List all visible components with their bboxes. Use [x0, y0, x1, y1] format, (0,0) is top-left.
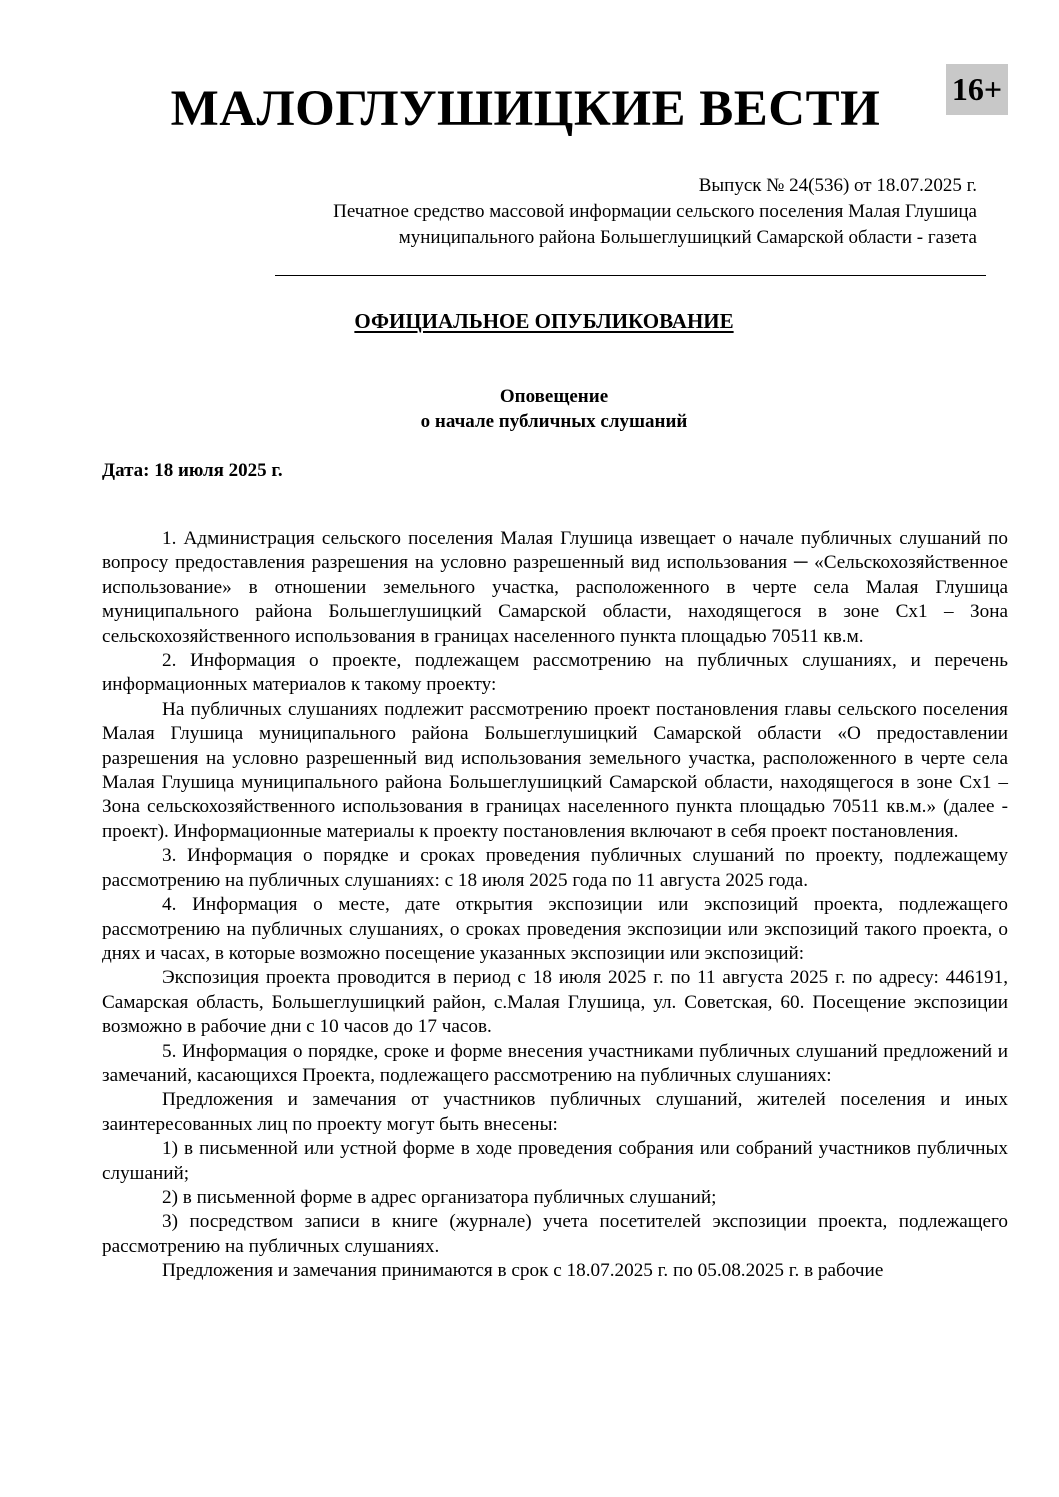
notice-title: [0, 384, 1059, 434]
paragraph: На публичных слушаниях подлежит рассмотрению проект постановления главы сельского поселения Малая Глушица муниципального района Большеглушицкий Самарской области «О предоставлении разрешения на условно разрешенный вид использования земельного участка, расположенного в черте села Малая Глушица муниципального района Большеглушицкий Самарской области, находящегося в зоне Сх1 – Зона сельскохозяйственного использования в границах населенного пункта площадью 70511 кв.м.» (далее - проект). Информационные материалы к проекту постановления включают в себя проект постановления.: [102, 698, 1008, 842]
age-rating-badge: 16+: [946, 64, 1008, 115]
paragraph: 2. Информация о проекте, подлежащем рассмотрению на публичных слушаниях, и перечень информационных материалов к такому проекту:: [102, 650, 1008, 696]
paragraph: 3. Информация о порядке и сроках проведения публичных слушаний по проекту, подлежащему рассмотрению на публичных слушаниях: с 18 июля 2025 года по 11 августа 2025 года.: [102, 845, 1008, 891]
publisher-line-1: Печатное средство массовой информации сельского поселения Малая Глушица: [333, 201, 977, 222]
section-title: ОФИЦИАЛЬНОЕ ОПУБЛИКОВАНИЕ: [354, 309, 734, 333]
issue-line: Выпуск № 24(536) от 18.07.2025 г.: [698, 175, 977, 196]
paragraph: Предложения и замечания принимаются в срок с 18.07.2025 г. по 05.08.2025 г. в рабочие: [162, 1260, 884, 1282]
paragraph: 3) посредством записи в книге (журнале) учета посетителей экспозиции проекта, подлежащего рассмотрению на публичных слушаниях.: [102, 1211, 1008, 1257]
issue-info: [333, 173, 977, 251]
header-divider: [275, 275, 986, 276]
newspaper-masthead: МАЛОГЛУШИЦКИЕ ВЕСТИ: [170, 81, 881, 137]
paragraph: Предложения и замечания от участников публичных слушаний, жителей поселения и иных заинтересованных лиц по проекту могут быть внесены:: [102, 1089, 1008, 1135]
paragraph: 1) в письменной или устной форме в ходе проведения собрания или собраний участников публичных слушаний;: [102, 1138, 1008, 1184]
paragraph: Экспозиция проекта проводится в период с 18 июля 2025 г. по 11 августа 2025 г. по адресу: 446191, Самарская область, Большеглушицкий район, с.Малая Глушица, ул. Советская, 60. Посещение экспозиции возможно в рабочие дни с 10 часов до 17 часов.: [102, 967, 1008, 1038]
paragraph: 2) в письменной форме в адрес организатора публичных слушаний;: [162, 1186, 717, 1208]
notice-body: [102, 527, 1008, 1284]
paragraph: 5. Информация о порядке, сроке и форме внесения участниками публичных слушаний предложений и замечаний, касающихся Проекта, подлежащего рассмотрению на публичных слушаниях:: [102, 1040, 1008, 1086]
paragraph: 4. Информация о месте, дате открытия экспозиции или экспозиций проекта, подлежащего рассмотрению на публичных слушаниях, о сроках проведения экспозиции или экспозиций такого проекта, о днях и часах, в которые возможно посещение указанных экспозиции или экспозиций:: [102, 894, 1008, 964]
publisher-line-2: муниципального района Большеглушицкий Самарской области - газета: [398, 227, 977, 248]
notice-date: Дата: 18 июля 2025 г.: [102, 460, 283, 481]
notice-title-line-1: Оповещение: [499, 386, 609, 407]
paragraph: 1. Администрация сельского поселения Малая Глушица извещает о начале публичных слушаний по вопросу предоставления разрешения на условно разрешенный вид использования ─ «Сельскохозяйственное использование» в отношении земельного участка, расположенного в черте села Малая Глушица муниципального района Большеглушицкий Самарской области, находящегося в зоне Сх1 – Зона сельскохозяйственного использования в границах населенного пункта площадью 70511 кв.м.: [102, 528, 1008, 647]
notice-title-line-2: о начале публичных слушаний: [420, 411, 688, 432]
